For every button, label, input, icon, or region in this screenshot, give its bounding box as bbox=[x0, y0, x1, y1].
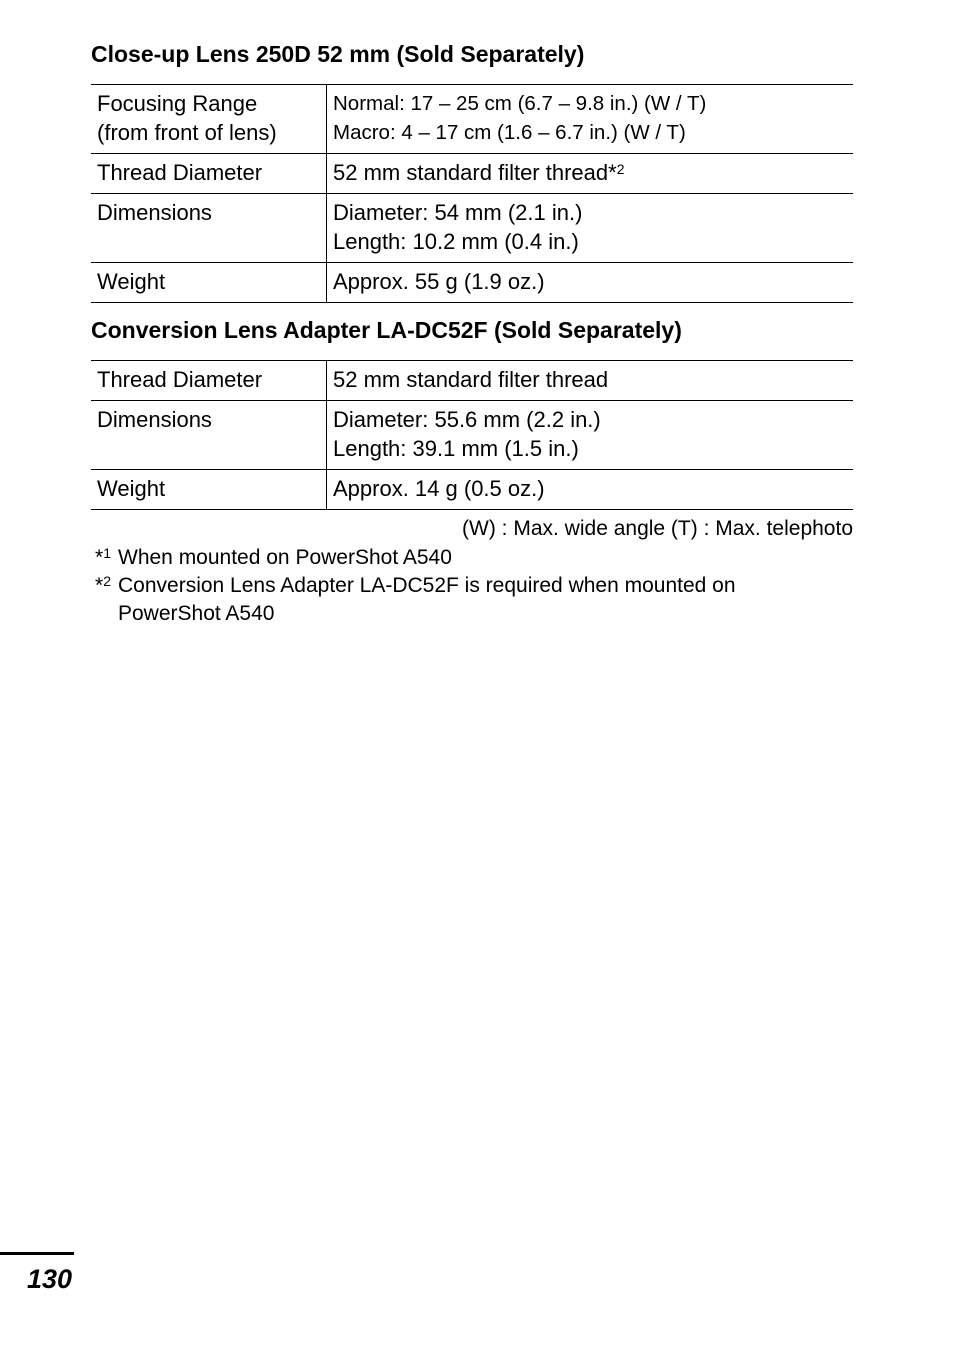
value-line: Length: 39.1 mm (1.5 in.) bbox=[333, 436, 579, 461]
value-line: Approx. 55 g (1.9 oz.) bbox=[333, 269, 545, 294]
section-heading-conversion-lens-adapter: Conversion Lens Adapter LA-DC52F (Sold Separately) bbox=[91, 317, 682, 343]
value-line: 52 mm standard filter thread* bbox=[333, 160, 617, 185]
row-value bbox=[327, 194, 854, 263]
footnote-asterisk: * bbox=[95, 574, 104, 597]
value-line: Approx. 14 g (0.5 oz.) bbox=[333, 476, 545, 501]
label-line: Thread Diameter bbox=[97, 160, 263, 185]
table-row bbox=[91, 85, 853, 154]
label-line: Weight bbox=[97, 269, 166, 294]
footnote-number: 1 bbox=[103, 545, 111, 561]
label-line: Dimensions bbox=[97, 200, 212, 225]
row-label bbox=[91, 194, 327, 263]
row-value bbox=[327, 470, 854, 510]
row-label bbox=[91, 401, 327, 470]
row-label bbox=[91, 361, 327, 401]
table-row bbox=[91, 263, 853, 303]
table-row bbox=[91, 470, 853, 510]
footnote-asterisk: * bbox=[95, 546, 104, 569]
label-line: Thread Diameter bbox=[97, 367, 263, 392]
value-line: Diameter: 55.6 mm (2.2 in.) bbox=[333, 407, 601, 432]
table-row bbox=[91, 401, 853, 470]
footnote-text: Conversion Lens Adapter LA-DC52F is required when mounted on bbox=[118, 574, 736, 597]
footnote-text: When mounted on PowerShot A540 bbox=[118, 546, 452, 569]
page-number-rule bbox=[0, 1252, 74, 1255]
table-row bbox=[91, 194, 853, 263]
row-label bbox=[91, 470, 327, 510]
footnote-2 bbox=[95, 572, 736, 628]
label-line: Weight bbox=[97, 476, 166, 501]
footnote-marker bbox=[95, 572, 118, 600]
value-line: Diameter: 54 mm (2.1 in.) bbox=[333, 200, 583, 225]
section-heading-close-up-lens: Close-up Lens 250D 52 mm (Sold Separately) bbox=[91, 41, 585, 67]
label-line: (from front of lens) bbox=[97, 120, 277, 145]
row-value bbox=[327, 401, 854, 470]
row-label bbox=[91, 154, 327, 194]
label-line: Focusing Range bbox=[97, 91, 258, 116]
row-value bbox=[327, 361, 854, 401]
footnote-1 bbox=[95, 544, 452, 572]
spec-table-conversion-lens-adapter bbox=[91, 360, 853, 510]
label-line: Dimensions bbox=[97, 407, 212, 432]
table-row bbox=[91, 361, 853, 401]
footnote-number: 2 bbox=[103, 573, 111, 589]
value-line: Normal: 17 – 25 cm (6.7 – 9.8 in.) (W / T) bbox=[333, 92, 707, 115]
row-value bbox=[327, 154, 854, 194]
spec-table-close-up-lens bbox=[91, 84, 853, 303]
row-value bbox=[327, 85, 854, 154]
value-line: Length: 10.2 mm (0.4 in.) bbox=[333, 229, 579, 254]
row-value bbox=[327, 263, 854, 303]
row-label bbox=[91, 263, 327, 303]
value-line: 52 mm standard filter thread bbox=[333, 367, 609, 392]
table-row bbox=[91, 154, 853, 194]
footnote-reference: 2 bbox=[616, 161, 625, 177]
page-number: 130 bbox=[27, 1264, 73, 1294]
row-label bbox=[91, 85, 327, 154]
value-line: Macro: 4 – 17 cm (1.6 – 6.7 in.) (W / T) bbox=[333, 121, 686, 144]
abbreviation-legend: (W) : Max. wide angle (T) : Max. telephoto bbox=[462, 517, 853, 540]
footnote-text-continued: PowerShot A540 bbox=[118, 602, 275, 625]
footnote-marker bbox=[95, 544, 118, 572]
